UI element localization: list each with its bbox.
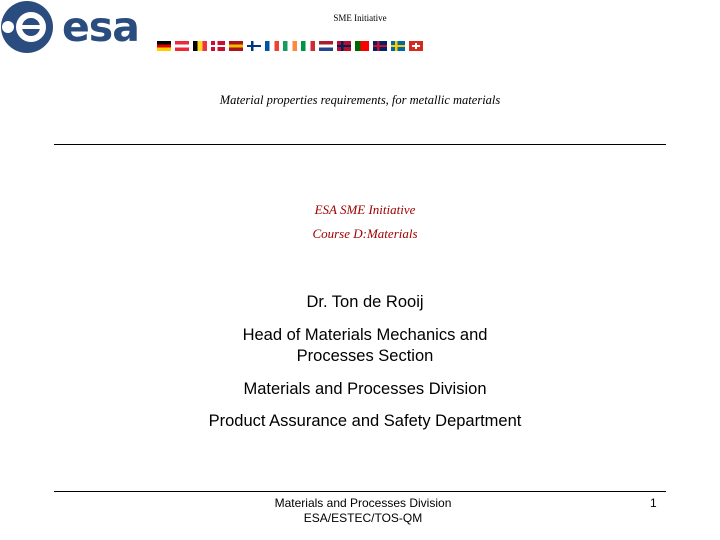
norway-flag [337,41,351,51]
presenter-division: Materials and Processes Division [243,380,487,398]
ireland-flag [283,41,297,51]
germany-flag [157,41,171,51]
footer-reference: ESA/ESTEC/TOS-QM [303,511,423,525]
presentation-subtitle: Material properties requirements, for metallic materials [219,93,501,107]
header-divider [54,144,666,145]
course-subtitle: Course D:Materials [312,226,418,241]
presenter-role-line2: Processes Section [296,347,434,365]
member-state-flags [157,41,423,52]
austria-flag [175,41,189,51]
header-title: SME Initiative [333,13,387,23]
denmark-flag [211,41,225,51]
esa-logo [0,0,160,56]
switzerland-flag [409,41,423,51]
esa-logo-icon [0,0,60,56]
page-number: 1 [650,496,657,510]
netherlands-flag [319,41,333,51]
sweden-flag [391,41,405,51]
presenter-department: Product Assurance and Safety Department [208,412,522,430]
logo-text: esa [62,3,139,51]
footer-division: Materials and Processes Division [274,496,452,510]
finland-flag [247,41,261,51]
italy-flag [301,41,315,51]
spain-flag [229,41,243,51]
course-title: ESA SME Initiative [314,202,416,217]
presenter-role-line1: Head of Materials Mechanics and [242,326,488,344]
belgium-flag [193,41,207,51]
portugal-flag [355,41,369,51]
presenter-name: Dr. Ton de Rooij [306,293,424,311]
uk-flag [373,41,387,51]
footer [260,496,466,526]
footer-divider [54,491,666,492]
france-flag [265,41,279,51]
